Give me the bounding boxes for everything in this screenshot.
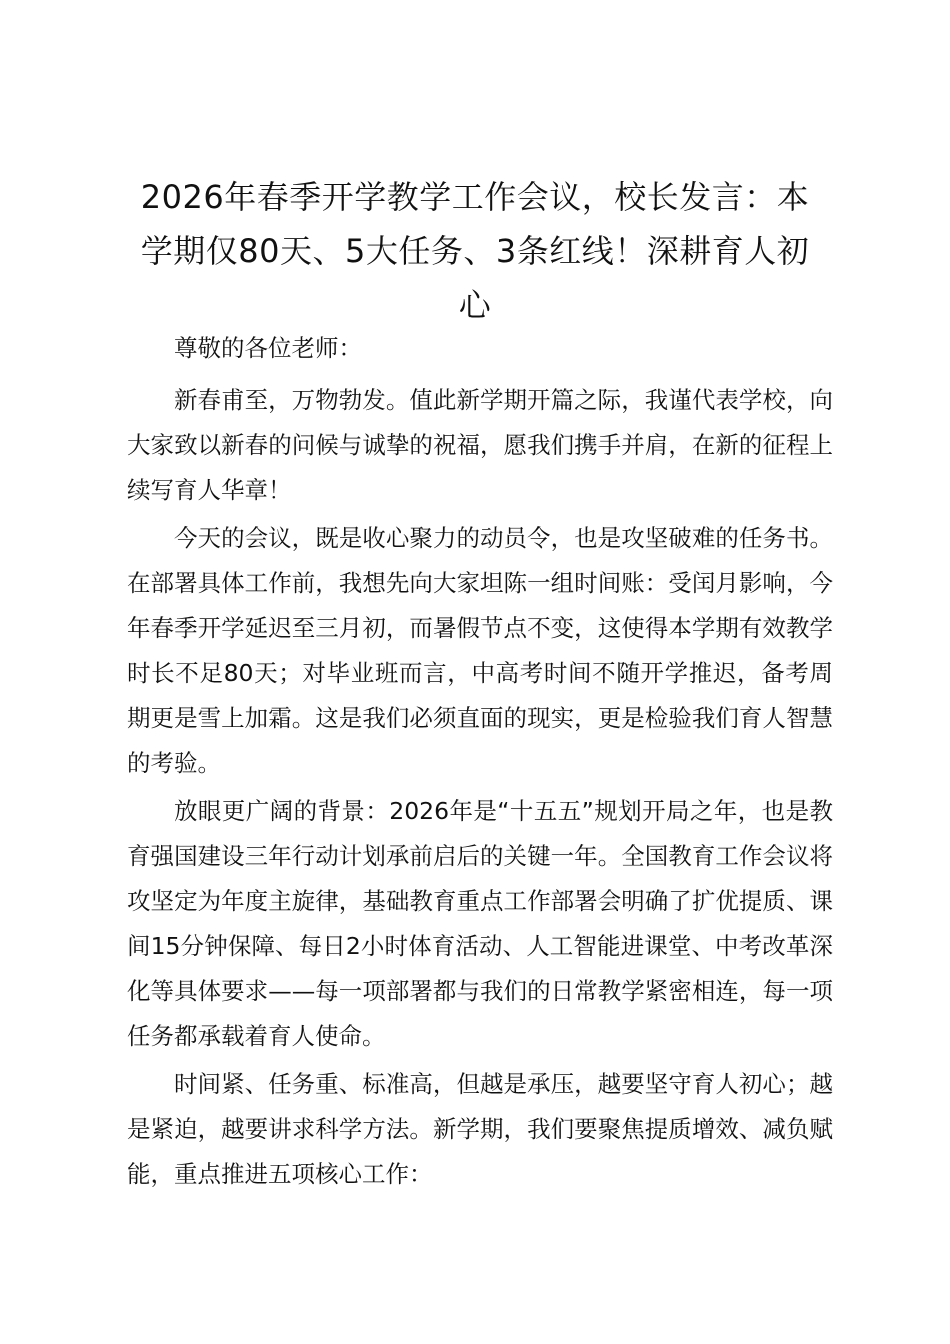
body-paragraph: 放眼更广阔的背景：2026年是“十五五”规划开局之年，也是教育强国建设三年行动计划承前启后的关键一年。全国教育工作会议将攻坚定为年度主旋律，基础教育重点工作部署会明确了扩优提质、课间15分钟保障、每日2小时体育活动、人工智能进课堂、中考改革深化等具体要求——每一项部署都与我们的日常教学紧密相连，每一项任务都承载着育人使命。: [127, 797, 833, 1050]
document-body: [127, 326, 833, 1200]
greeting-paragraph: 尊敬的各位老师：: [174, 334, 362, 362]
document-title: 2026年春季开学教学工作会议，校长发言：本学期仅80天、5大任务、3条红线！深耕育人初心: [140, 178, 810, 324]
body-paragraph: 时间紧、任务重、标准高，但越是承压，越要坚守育人初心；越是紧迫，越要讲求科学方法。新学期，我们要聚焦提质增效、减负赋能，重点推进五项核心工作：: [127, 1070, 833, 1188]
body-paragraph: 新春甫至，万物勃发。值此新学期开篇之际，我谨代表学校，向大家致以新春的问候与诚挚的祝福，愿我们携手并肩，在新的征程上续写育人华章！: [127, 386, 833, 504]
body-paragraph: 今天的会议，既是收心聚力的动员令，也是攻坚破难的任务书。在部署具体工作前，我想先向大家坦陈一组时间账：受闰月影响，今年春季开学延迟至三月初，而暑假节点不变，这使得本学期有效教学时长不足80天；对毕业班而言，中高考时间不随开学推迟，备考周期更是雪上加霜。这是我们必须直面的现实，更是检验我们育人智慧的考验。: [127, 524, 833, 777]
